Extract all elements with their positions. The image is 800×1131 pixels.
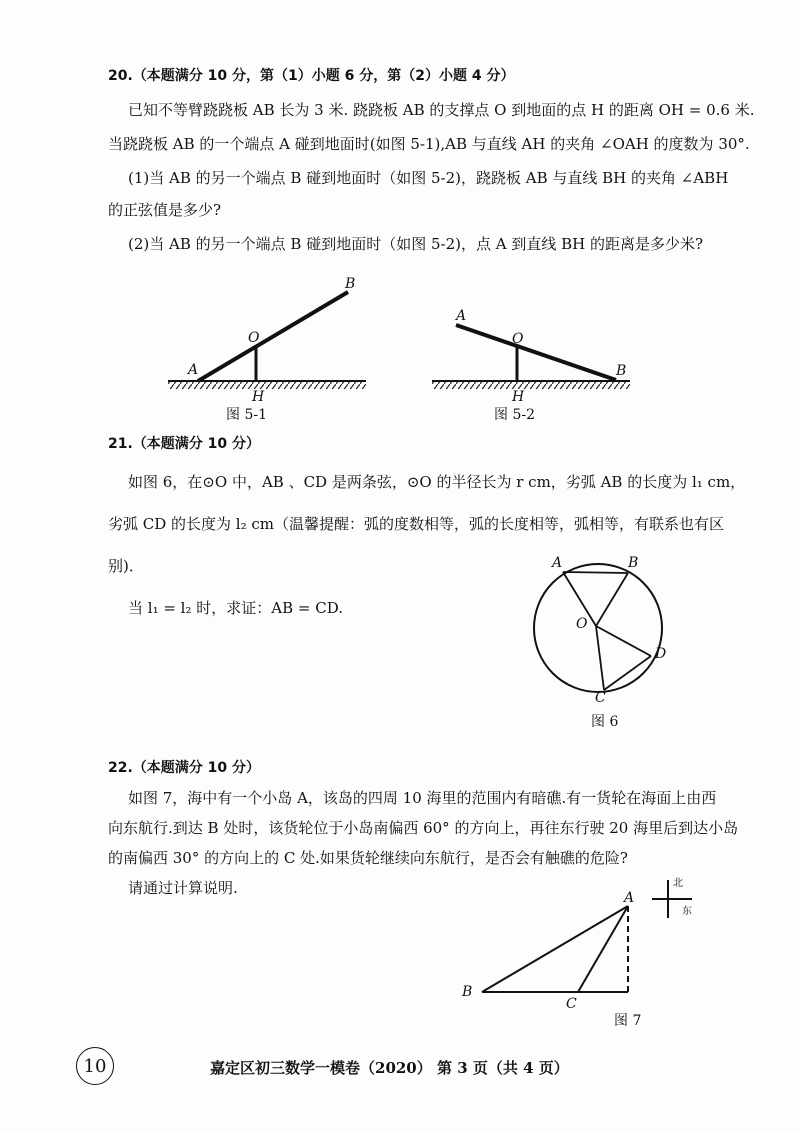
fig5-1-caption: 图 5-1 <box>226 407 267 423</box>
q22-para-1: 如图 7，海中有一个小岛 A，该岛的四周 10 海里的范围内有暗礁.有一货轮在海面上由西 <box>128 789 717 807</box>
fig5-2-caption: 图 5-2 <box>494 407 535 423</box>
fig6-caption: 图 6 <box>591 714 619 730</box>
radius-ob <box>596 573 628 626</box>
fig6-label-o: O <box>576 616 588 632</box>
footer-text: 嘉定区初三数学一模卷（2020） 第 3 页（共 4 页） <box>210 1059 569 1077</box>
q20-heading: 20.（本题满分 10 分，第（1）小题 6 分，第（2）小题 4 分） <box>108 68 515 84</box>
q22-para-3: 的南偏西 30° 的方向上的 C 处.如果货轮继续向东航行，是否会有触礁的危险? <box>108 849 628 867</box>
q22-heading: 22.（本题满分 10 分） <box>108 760 261 776</box>
q22-para-2: 向东航行.到达 B 处时，该货轮位于小岛南偏西 60° 的方向上，再往东行驶 20 海里后到达小岛 <box>108 819 739 837</box>
compass-east-label: 东 <box>682 906 692 917</box>
line-ac <box>578 906 628 992</box>
radius-oc <box>596 626 604 690</box>
seesaw-board <box>198 292 348 381</box>
radius-od <box>596 626 651 656</box>
figure-7 <box>482 880 692 992</box>
q20-para-2: 当跷跷板 AB 的一个端点 A 碰到地面时(如图 5-1),AB 与直线 AH 的夹角 ∠OAH 的度数为 30°. <box>108 135 750 153</box>
q20-part-2: (2)当 AB 的另一个端点 B 碰到地面时（如图 5-2)，点 A 到直线 BH 的距离是多少米? <box>128 235 704 253</box>
compass-north-label: 北 <box>673 878 683 889</box>
ground-hatch <box>432 382 630 389</box>
fig5-2-label-a: A <box>456 308 467 324</box>
fig5-2-label-o: O <box>512 331 524 347</box>
fig5-1-label-o: O <box>248 330 260 346</box>
fig5-2-label-b: B <box>616 363 627 379</box>
seesaw-board <box>456 325 616 380</box>
q20-part-1: (1)当 AB 的另一个端点 B 碰到地面时（如图 5-2)，跷跷板 AB 与直线 BH 的夹角 ∠ABH <box>128 169 729 187</box>
line-ab <box>482 906 628 992</box>
q21-para-3: 别)． <box>108 557 144 575</box>
q21-para-1: 如图 6，在⊙O 中，AB 、CD 是两条弦，⊙O 的半径长为 r cm，劣弧 AB 的长度为 l₁ cm， <box>128 473 746 491</box>
fig7-label-c: C <box>566 996 577 1012</box>
fig5-1-label-h: H <box>252 389 265 405</box>
q20-para-1: 已知不等臂跷跷板 AB 长为 3 米. 跷跷板 AB 的支撑点 O 到地面的点 H 的距离 OH = 0.6 米. <box>128 101 755 119</box>
fig6-label-c: C <box>595 690 606 706</box>
q22-para-4: 请通过计算说明. <box>128 879 238 897</box>
page-number-circle: 10 <box>76 1047 114 1085</box>
ground-hatch <box>168 382 366 389</box>
fig7-label-a: A <box>624 890 635 906</box>
fig5-1-label-b: B <box>345 276 356 292</box>
fig7-label-b: B <box>462 984 473 1000</box>
q21-prove: 当 l₁ = l₂ 时，求证：AB = CD. <box>128 599 343 617</box>
q21-heading: 21.（本题满分 10 分） <box>108 436 261 452</box>
figure-6 <box>534 564 662 692</box>
q21-para-2: 劣弧 CD 的长度为 l₂ cm（温馨提醒：弧的度数相等，弧的长度相等，弧相等，有联系也有区 <box>108 515 725 533</box>
fig5-1-label-a: A <box>188 362 199 378</box>
fig5-2-label-h: H <box>512 389 525 405</box>
fig6-label-d: D <box>655 646 667 662</box>
figure-5-2 <box>432 325 630 389</box>
fig6-label-a: A <box>552 555 563 571</box>
fig7-caption: 图 7 <box>614 1013 642 1029</box>
q20-part-1-cont: 的正弦值是多少? <box>108 201 222 219</box>
chord-ab <box>563 572 628 573</box>
fig6-label-b: B <box>628 555 639 571</box>
